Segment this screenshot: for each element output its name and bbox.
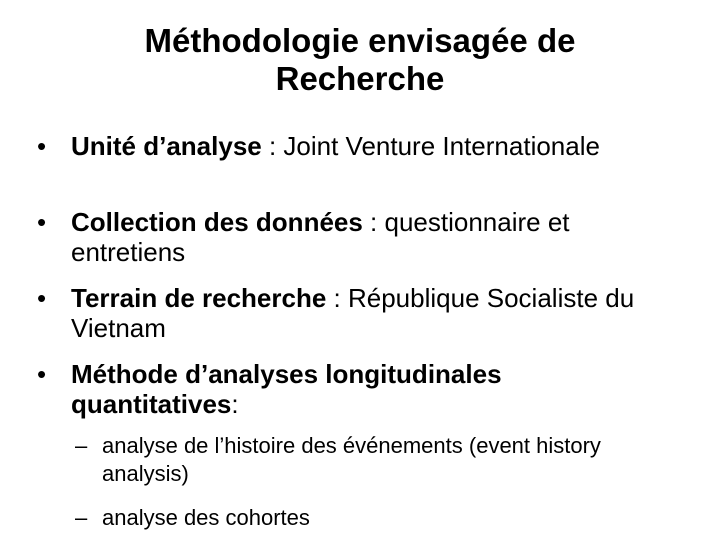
bullet-marker: • — [37, 131, 47, 161]
slide-title-line-2: Recherche — [275, 60, 445, 97]
bullet-term: Méthode d’analyses longitudinales quantitatives — [71, 359, 502, 419]
slide-title — [60, 22, 660, 98]
bullet-description: : — [231, 389, 239, 419]
bullet-item-unit-of-analysis — [0, 131, 671, 161]
bullet-marker: • — [37, 359, 47, 389]
sub-bullet-text: analyse de l’histoire des événements (event history analysis) — [102, 433, 601, 486]
bullet-item-method — [0, 359, 671, 419]
bullet-item-data-collection — [0, 207, 671, 267]
sub-bullet-text: analyse des cohortes — [102, 505, 310, 530]
bullet-term: Terrain de recherche — [71, 283, 327, 313]
bullet-term: Unité d’analyse — [71, 131, 262, 161]
bullet-description: : questionnaire et entretiens — [71, 207, 570, 267]
sub-bullet-marker: – — [75, 505, 88, 530]
bullet-marker: • — [37, 283, 47, 313]
slide-title-line-1: Méthodologie envisagée de — [144, 22, 576, 59]
bullet-item-research-field — [0, 283, 671, 343]
bullet-term: Collection des données — [71, 207, 363, 237]
sub-bullet-marker: – — [75, 433, 88, 458]
bullet-description: : République Socialiste du Vietnam — [71, 283, 635, 343]
bullet-marker: • — [37, 207, 47, 237]
bullet-description: : Joint Venture Internationale — [261, 131, 600, 161]
